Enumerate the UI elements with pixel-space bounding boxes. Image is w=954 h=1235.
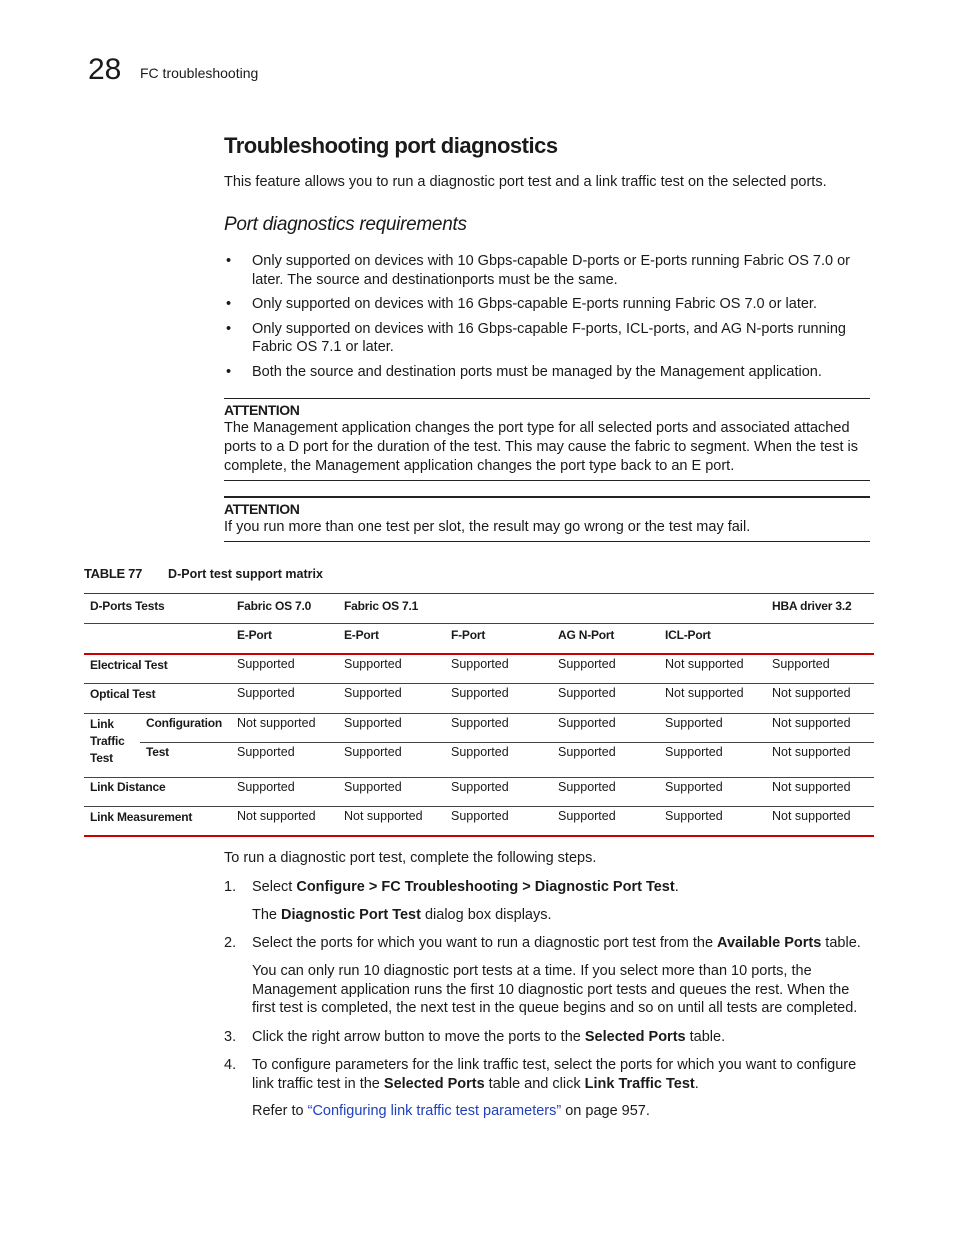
bullet-icon: •	[226, 363, 232, 380]
chapter-number: 28	[88, 53, 122, 86]
list-item: • Only supported on devices with 16 Gbps-capable E-ports running Fabric OS 7.0 or later.	[226, 296, 817, 312]
cross-reference-link[interactable]: “Configuring link traffic test parameters”	[307, 1103, 562, 1119]
attention-top-rule	[224, 496, 870, 498]
subsection-title: Port diagnostics requirements	[224, 214, 467, 235]
list-item: • Both the source and destination ports must be managed by the Management application.	[226, 363, 822, 380]
attention-title: ATTENTION	[224, 501, 300, 517]
bullet-icon: •	[226, 296, 232, 312]
menu-path: Configure > FC Troubleshooting > Diagnostic Port Test	[296, 879, 675, 895]
step-4-reference: Refer to “Configuring link traffic test parameters” on page 957.	[252, 1103, 650, 1119]
table-row: Electrical Test Supported Supported Supported Supported Not supported Supported	[84, 654, 874, 684]
d-port-support-table	[84, 593, 874, 837]
bullet-icon: •	[226, 253, 232, 269]
section-intro: This feature allows you to run a diagnostic port test and a link traffic test on the selected ports.	[224, 174, 827, 190]
table-row: Link Distance Supported Supported Supported Supported Supported Not supported	[84, 778, 874, 807]
step-2-note: You can only run 10 diagnostic port tests at a time. If you select more than 10 ports, the Management application runs the first 10 diagnostic port tests and queues the rest. When the first test is completed, the next test in the queue begins and so on until all tests are completed.	[252, 963, 858, 1016]
table-caption-text: D-Port test support matrix	[168, 567, 323, 581]
section-title: Troubleshooting port diagnostics	[224, 133, 558, 158]
table-row: Link Traffic Test Configuration Not supported Supported Supported Supported Supported Not supported	[84, 714, 874, 743]
chapter-title: FC troubleshooting	[140, 65, 259, 81]
attention-body: The Management application changes the port type for all selected ports and associated attached ports to a D port for the duration of the test. This may cause the fabric to segment. When the test is complete, the Management application changes the port type back to an E port.	[224, 420, 859, 474]
step-4: 4. To configure parameters for the link traffic test, select the ports for which you want to configure link traffic test in the Selected Ports table and click Link Traffic Test.	[224, 1057, 857, 1092]
table-header-row: D-Ports Tests Fabric OS 7.0 Fabric OS 7.1 HBA driver 3.2	[84, 594, 874, 624]
table-caption	[84, 566, 323, 581]
attention-bottom-rule	[224, 541, 870, 542]
table-row: Test Supported Supported Supported Supported Supported Not supported	[84, 743, 874, 778]
list-item: • Only supported on devices with 16 Gbps-capable F-ports, ICL-ports, and AG N-ports running Fabric OS 7.1 or later.	[226, 320, 846, 355]
attention-bottom-rule	[224, 480, 870, 481]
table-header-row: E-Port E-Port F-Port AG N-Port ICL-Port	[84, 624, 874, 654]
table-row: Link Measurement Not supported Not supported Supported Supported Supported Not supported	[84, 807, 874, 836]
attention-title: ATTENTION	[224, 402, 300, 418]
attention-top-rule	[224, 398, 870, 399]
procedure-intro: To run a diagnostic port test, complete the following steps.	[224, 850, 597, 866]
step-3: 3. Click the right arrow button to move the ports to the Selected Ports table.	[224, 1029, 726, 1045]
table-row: Optical Test Supported Supported Supported Supported Not supported Not supported	[84, 684, 874, 714]
list-item: • Only supported on devices with 10 Gbps-capable D-ports or E-ports running Fabric OS 7.0 or later. The source and destinationports must be the same.	[226, 253, 851, 288]
step-2: 2. Select the ports for which you want to run a diagnostic port test from the Available Ports table.	[224, 935, 861, 951]
table-label: TABLE 77	[84, 566, 143, 581]
step-1: 1. Select Configure > FC Troubleshooting > Diagnostic Port Test.	[224, 879, 679, 895]
attention-body: If you run more than one test per slot, the result may go wrong or the test may fail.	[224, 519, 751, 535]
bullet-icon: •	[226, 320, 232, 337]
requirements-list	[224, 252, 870, 387]
step-1-note: The Diagnostic Port Test dialog box displays.	[252, 907, 552, 923]
